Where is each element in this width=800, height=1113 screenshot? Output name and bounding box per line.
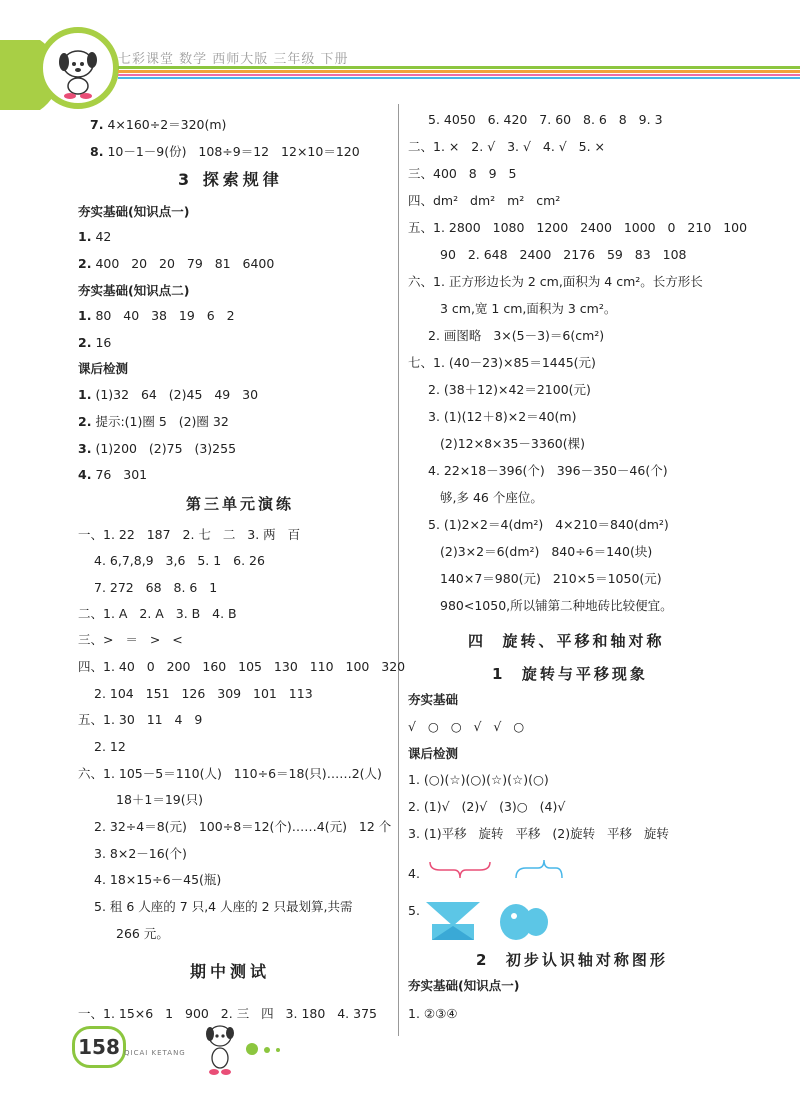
answer-text: 80 40 38 19 6 2 xyxy=(95,308,235,323)
answer-line xyxy=(94,899,352,915)
answer-text: 二、1. × 2. √ 3. √ 4. √ 5. × xyxy=(408,139,606,154)
answer-line xyxy=(440,544,652,560)
answer-line xyxy=(408,826,669,842)
answer-text: 3. (1)(12＋8)×2＝40(m) xyxy=(428,409,577,424)
answer-text: 4. 6,7,8,9 3,6 5. 1 6. 26 xyxy=(94,553,265,568)
answer-line xyxy=(94,686,313,702)
answer-text: 90 2. 648 2400 2176 59 83 108 xyxy=(440,247,687,262)
answer-text: 3 探索规律 xyxy=(178,170,283,189)
item-number: 7. xyxy=(90,117,104,132)
answer-line xyxy=(408,692,458,708)
header-title: 七彩课堂 数学 西师大版 三年级 下册 xyxy=(118,52,349,67)
answer-text: 夯实基础(知识点一) xyxy=(78,204,190,219)
answer-text: 4. 22×18－396(个) 396－350－46(个) xyxy=(428,463,668,478)
answer-line xyxy=(440,571,662,587)
answer-line xyxy=(186,496,294,512)
answer-text: 5. 4050 6. 420 7. 60 8. 6 8 9. 3 xyxy=(428,112,663,127)
answer-line xyxy=(78,632,183,648)
answer-text: 四、1. 40 0 200 160 105 130 110 100 320 xyxy=(78,659,406,674)
answer-line xyxy=(428,328,604,344)
answer-text: 5. xyxy=(408,903,420,918)
answer-line xyxy=(78,467,147,483)
answer-line xyxy=(78,204,189,220)
answer-text: 140×7＝980(元) 210×5＝1050(元) xyxy=(440,571,662,586)
page-header xyxy=(0,0,800,110)
answer-text: 二、1. A 2. A 3. B 4. B xyxy=(78,606,237,621)
answer-text: 2. 画图略 3×(5－3)＝6(cm²) xyxy=(428,328,605,343)
answer-line xyxy=(408,978,519,994)
answer-text: 夯实基础 xyxy=(408,692,459,707)
answer-text: 2. (38＋12)×42＝2100(元) xyxy=(428,382,591,397)
answer-text: 2. (1)√ (2)√ (3)○ (4)√ xyxy=(408,799,566,814)
answer-text: (2)12×8×35－3360(棵) xyxy=(440,436,585,451)
answer-text: 1 旋转与平移现象 xyxy=(492,665,648,683)
answer-line xyxy=(440,490,543,506)
answer-line xyxy=(408,746,458,762)
answer-text: 18＋1＝19(只) xyxy=(116,792,204,807)
answer-text: 1. ②③④ xyxy=(408,1006,458,1021)
answer-4-brace-figure xyxy=(426,856,566,886)
item-number: 2. xyxy=(78,335,92,350)
answer-line xyxy=(408,355,596,371)
answer-line xyxy=(78,414,229,430)
footer-dot-large xyxy=(246,1043,258,1055)
answer-text: 3. (1)平移 旋转 平移 (2)旋转 平移 旋转 xyxy=(408,826,669,841)
answer-line xyxy=(428,382,591,398)
answer-text: 提示:(1)圈 5 (2)圈 32 xyxy=(95,414,229,429)
answer-line xyxy=(428,112,663,128)
item-number: 3. xyxy=(78,441,92,456)
footer-mascot-icon xyxy=(200,1020,240,1080)
answer-line xyxy=(428,463,668,479)
answer-line xyxy=(492,666,648,682)
dog-mascot-icon xyxy=(44,34,114,104)
answer-line xyxy=(408,1006,458,1022)
answer-text: 六、1. 正方形边长为 2 cm,面积为 4 cm²。长方形长 xyxy=(408,274,703,289)
answer-text: 六、1. 105－5＝110(人) 110÷6＝18(只)……2(人) xyxy=(78,766,382,781)
answer-line xyxy=(78,441,236,457)
answer-line xyxy=(78,335,111,351)
answer-line xyxy=(408,166,516,182)
answer-line xyxy=(408,274,703,290)
answer-text: 一、1. 15×6 1 900 2. 三 四 3. 180 4. 375 xyxy=(78,1006,377,1021)
answer-5-shape-figure xyxy=(424,898,554,944)
footer-dot-medium xyxy=(264,1047,270,1053)
answer-text: 一、1. 22 187 2. 七 二 3. 两 百 xyxy=(78,527,301,542)
answer-line xyxy=(94,553,265,569)
answer-text: 夯实基础(知识点一) xyxy=(408,978,520,993)
answer-line xyxy=(408,719,524,735)
answer-line xyxy=(116,926,169,942)
answer-line xyxy=(78,606,237,622)
answer-text: 五、1. 2800 1080 1200 2400 1000 0 210 100 xyxy=(408,220,748,235)
answer-line xyxy=(78,766,382,782)
answer-line xyxy=(476,952,668,968)
answer-text: 五、1. 30 11 4 9 xyxy=(78,712,203,727)
answer-line xyxy=(78,308,235,324)
answer-line xyxy=(78,229,111,245)
answer-line xyxy=(440,301,616,317)
answer-text: 7. 272 68 8. 6 1 xyxy=(94,580,218,595)
answer-text: 5. (1)2×2＝4(dm²) 4×210＝840(dm²) xyxy=(428,517,669,532)
item-number: 8. xyxy=(90,144,104,159)
answer-line xyxy=(440,247,686,263)
item-number: 1. xyxy=(78,308,92,323)
answer-line xyxy=(408,903,420,919)
answer-line xyxy=(408,772,549,788)
item-number: 2. xyxy=(78,414,92,429)
answer-text: 三、400 8 9 5 xyxy=(408,166,517,181)
answer-text: 2. 32÷4＝8(元) 100÷8＝12(个)……4(元) 12 个 xyxy=(94,819,392,834)
item-number: 1. xyxy=(78,387,92,402)
column-divider xyxy=(398,104,399,1036)
answer-line xyxy=(94,739,126,755)
answer-line xyxy=(94,580,217,596)
answer-text: 4. xyxy=(408,866,420,881)
footer-dot-small xyxy=(276,1048,280,1052)
answer-text: 1. (○)(☆)(○)(☆)(☆)(○) xyxy=(408,772,549,787)
answer-text: 课后检测 xyxy=(78,361,129,376)
answer-text: 第三单元演练 xyxy=(186,495,295,513)
answer-line xyxy=(440,436,585,452)
answer-text: (1)200 (2)75 (3)255 xyxy=(95,441,237,456)
page-number: 158 xyxy=(72,1026,126,1068)
answer-line xyxy=(94,819,391,835)
answer-line xyxy=(78,256,274,272)
answer-line xyxy=(78,387,258,403)
answer-line xyxy=(90,117,226,133)
answer-line xyxy=(440,598,673,614)
answer-text: 四、dm² dm² m² cm² xyxy=(408,193,561,208)
answer-line xyxy=(408,220,747,236)
answer-line xyxy=(78,283,189,299)
footer-brand: QICAI KETANG xyxy=(124,1049,186,1057)
item-number: 4. xyxy=(78,467,92,482)
answer-line xyxy=(78,659,405,675)
answer-text: 七、1. (40－23)×85＝1445(元) xyxy=(408,355,596,370)
answer-text: 42 xyxy=(95,229,112,244)
answer-text: 夯实基础(知识点二) xyxy=(78,283,190,298)
answer-text: 课后检测 xyxy=(408,746,459,761)
answer-line xyxy=(78,712,202,728)
answer-text: 16 xyxy=(95,335,112,350)
answer-text: 4. 18×15÷6－45(瓶) xyxy=(94,872,222,887)
answer-text: 10－1－9(份) 108÷9＝12 12×10＝120 xyxy=(107,144,360,159)
answer-text: 4×160÷2＝320(m) xyxy=(107,117,227,132)
answer-text: 76 301 xyxy=(95,467,148,482)
answer-text: 2. 12 xyxy=(94,739,126,754)
answer-text: 期中测试 xyxy=(190,962,271,981)
answer-text: 980<1050,所以铺第二种地砖比较便宜。 xyxy=(440,598,673,613)
answer-text: 四 旋转、平移和轴对称 xyxy=(468,632,665,650)
answer-text: 2. 104 151 126 309 101 113 xyxy=(94,686,313,701)
answer-line xyxy=(428,517,669,533)
answer-text: (1)32 64 (2)45 49 30 xyxy=(95,387,259,402)
answer-line xyxy=(408,139,605,155)
answer-line xyxy=(408,866,420,882)
answer-line xyxy=(190,964,270,980)
answer-line xyxy=(78,361,128,377)
answer-line xyxy=(94,872,221,888)
answer-text: 5. 租 6 人座的 7 只,4 人座的 2 只最划算,共需 xyxy=(94,899,353,914)
answer-line xyxy=(116,792,203,808)
answer-line xyxy=(78,527,300,543)
answer-text: 3 cm,宽 1 cm,面积为 3 cm²。 xyxy=(440,301,617,316)
answer-text: 400 20 20 79 81 6400 xyxy=(95,256,275,271)
item-number: 1. xyxy=(78,229,92,244)
answer-line xyxy=(90,144,360,160)
answer-line xyxy=(428,409,576,425)
answer-text: (2)3×2＝6(dm²) 840÷6＝140(块) xyxy=(440,544,653,559)
answer-line xyxy=(178,172,283,188)
answer-text: 三、> ＝ > < xyxy=(78,632,183,647)
answer-text: 2 初步认识轴对称图形 xyxy=(476,951,668,969)
answer-text: 够,多 46 个座位。 xyxy=(440,490,543,505)
answer-line xyxy=(408,193,560,209)
answer-line xyxy=(408,799,565,815)
answer-text: 3. 8×2－16(个) xyxy=(94,846,187,861)
answer-text: √ ○ ○ √ √ ○ xyxy=(408,719,525,734)
answer-text: 266 元。 xyxy=(116,926,169,941)
answer-line xyxy=(468,633,664,649)
item-number: 2. xyxy=(78,256,92,271)
answer-line xyxy=(94,846,187,862)
